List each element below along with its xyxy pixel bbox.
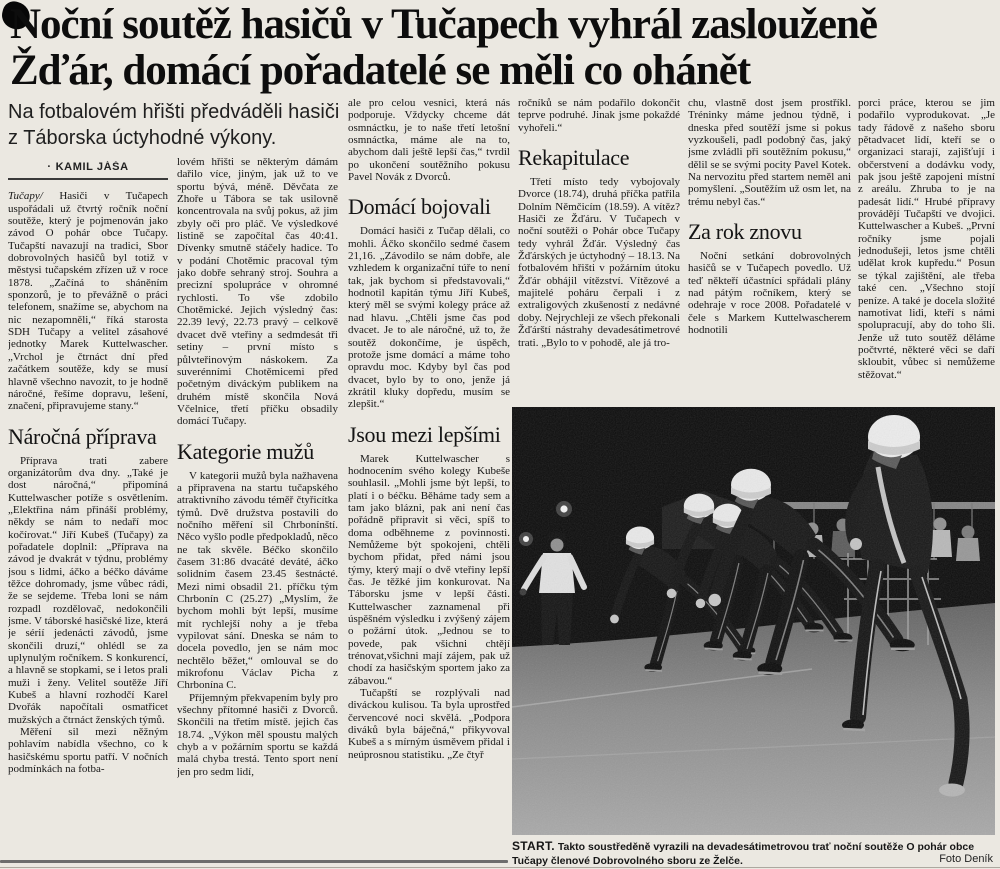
headline-line-2: Žďár, domácí pořadatelé se měli co ohánět [10, 47, 751, 94]
photo-credit: Foto Deník [939, 853, 993, 865]
paragraph: Tučapy/ Hasiči v Tučapech uspořádali už čtvrtý ročník noční soutěže, který je pojmenován jako závod O pohár obce Tučapy. Tučapští navazují na tradici, Sbor dobrovolných hasičů byl totiž v městysi tučapském zřízen už v roce 1878. „Začíná to sháněním sponzorů, je to převážně o práci telefonem, snažíme se, abychom na nic nezapomněli,“ říká starosta SDH Tučapy a velitel zásahové jednotky Marek Kuttelwascher. „Vrchol je čtrnáct dní před začátkem soutěže, kdy se musí hlavně všechno navozit, to je hodně náročné, řešíme dopravu, lešení, značení, připravujeme stany.“ [8, 190, 168, 413]
paragraph: Marek Kuttelwascher s hodnocením svého kolegy Kubeše souhlasil. „Mohli jsme být lepší, to platí i o béčku. Běháme tady sem a tam jako blázni, pak ani není čas pořádně připravit si věci, spíš to doma odběhneme z povinnosti. Nemůžeme být spokojeni, chtěli bychom přidat, před námi jsou týmy, který mají o dvě vteřiny lepší čas. Je těžké jim konkurovat. Na Táborsku jsme v lepší části. Kuttelwascher zaznamenal při úspěšném výsledku i zvýšený zájem o požární útok. „Jednou se to povede, pak všichni chtějí trénovat,všichni mají zájem, pak už chodí za hasičským sportem jako za zábavou.“ [348, 452, 510, 687]
column-3 [348, 97, 510, 860]
section-heading: Jsou mezi lepšími [348, 421, 501, 447]
paragraph: chu, vlastně dost jsem prostříkl. Tréninky máme jednou týdně, i dneska před soutěží jsme si pokus vyzkoušeli, padl podobný čas, jaký jsme zvládli při soutěžním pokusu,“ dělil se se svými pocity Pavel Kotek. Na nervozitu před startem neměl ani pomyšlení. „Soutěžím už osm let, na trému nebyl čas.“ [688, 97, 851, 208]
section-heading: Náročná příprava [8, 423, 157, 449]
section-heading: Rekapitulace [518, 145, 630, 171]
paragraph: Tučapští se rozplývali nad diváckou kulisou. Ta byla uprostřed červencové noci skvělá. „Podpora diváků byla báječná,“ přikyvoval Kubeš a s mírným úsměvem přidal i neúprosnou statistiku. „Ze čtyř [348, 687, 510, 761]
bottom-rule-columns [0, 860, 508, 863]
headline [10, 2, 998, 94]
paragraph: Měření sil mezi něžným pohlavím nabídla všechno, co k hasičskému sportu patří. V nočních podmínkách na fotba- [8, 726, 168, 776]
column-4 [518, 97, 680, 403]
paragraph: ročníků se nám podařilo dokončit teprve podruhé. Jinak jsme pokaždé vyhořeli.“ [518, 97, 680, 134]
section-heading: Kategorie mužů [177, 438, 314, 464]
subhead: Na fotbalovém hřišti předváděli hasiči z Táborska úctyhodné výkony. [8, 101, 340, 149]
news-photo [512, 407, 995, 835]
section-heading: Za rok znovu [688, 219, 802, 245]
paragraph: porci práce, kterou se jim podařilo vyprodukovat. „Je tady řádově z našeho sboru pětadvacet lidí, kteří se o organizaci starají, zajišťují i občerstvení a dodávku vody, pak jsou ještě zapojeni místní z areálu. Zhruba to je na padesát lidí.“ Hrubé přípravy provádějí Tučapští ve dvojici. Kuttelwascher a Kubeš. „První ročníky jsme pojali jednodušeji, letos jsme chtěli udělat krok kupředu.“ Posun se týkal zajištění, ale třeba také cen. „Všechno stojí peníze. A také je docela složité namotivat lidi, kteří s námi spolupracují, aby do toho šli. Jenže už tuto soutěž děláme počtvrté, některé věci se daří skloubit, vůbec si nemůžeme stěžovat.“ [858, 97, 995, 381]
caption-text: Takto soustředěně vyrazili na devadesátimetrovou trať noční soutěže O pohár obce Tučapy členové Dobrovolného sboru ze Želče. [512, 841, 975, 867]
caption-lead: START. [512, 839, 555, 853]
headline-line-1: Noční soutěž hasičů v Tučapech vyhrál zaslouženě [10, 1, 877, 48]
paragraph: Noční setkání dobrovolných hasičů se v Tučapech povedlo. Už teď někteří účastníci spřádali plány nad pátým ročníkem, který se odehraje v roce 2008. Pořadatelé v čele s Markem Kuttelwascherem hodnotili [688, 250, 851, 337]
section-heading: Domácí bojovali [348, 194, 491, 220]
column-1 [8, 161, 168, 860]
byline-name: KAMIL JÁŠA [55, 161, 129, 173]
dateline: Tučapy/ [8, 190, 43, 203]
byline-bullet: · [47, 161, 52, 173]
column-5 [688, 97, 851, 403]
paragraph: lovém hřišti se některým dámám dařilo více, jiným, jak už to ve sportu bývá, méně. Děvčata ze Zhoře u Tábora se tak usilovně koncentrovala na svůj pokus, až jim zbyly oči pro pláč. Ve výsledkové listině se započítal čas 40:41. Dívenky smutně stáčely hadice. To v podání Chotěmic pracoval tým jako dobře sehraný stroj. Souhra a precizní spolupráce v ohromné rychlosti. To vše zdobilo Chotěmické. Jejich výsledný čas: 22.39 levý, 22.73 pravý – celkově dvacet dvě vteřiny a sedmdesát tři setiny – první místo s půlvteřinovým náskokem. Za suverénními Chotěmicemi před početným diváckým publikem na druhém místě skončila Nová Včelnice, třetí příčku obsadily domácí Tučapy. [177, 156, 338, 428]
column-6 [858, 97, 995, 403]
photo-caption [512, 839, 995, 867]
paragraph: Domácí hasiči z Tučap dělali, co mohli. Áčko skončilo sedmé časem 21,16. „Závodilo se nám dobře, ale vzhledem k organizační túře to není tak, jak bychom si představovali,“ hodnotil kapitán týmu Jiří Kubeš, který měl se svými kolegy práce až nad hlavu. „Chtěli jsme čas pod dvacet. Je to ale náročné, už to, že soutěž dokončíme, je úspěch, protože jsme domácí a máme toho opravdu moc. Kdyby byl čas pod dvacet, bylo by to ono, jenže já zkrátil kluky dopředu, musím se zlepšit.“ [348, 225, 510, 411]
paragraph: ale pro celou vesnici, která nás podporuje. Vždycky chceme dát osmnáctku, je to naše třetí letošní osmnáctka, máme ale na to, abychom dali ještě lepší čas,“ tvrdil po ukončení soutěžního pokusu Pavel Novák z Dvorců. [348, 97, 510, 184]
paragraph: Třetí místo tedy vybojovaly Dvorce (18.74), druhá příčka patřila Dolním Němčicím (18.59). A vítěz? Hasiči ze Žďáru. V Tučapech v noční soutěži o Pohár obce Tučapy tedy vyhrál Žďár. Výsledný čas Žďárských je úctyhodný – 18.13. Na fotbalovém hřišti v požárním útoku Žďár obhájil vítězství. Vítězové a majitelé poháru čerpali i z extraligových zkušeností z nedávné doby. Nejrychleji ze všech překonali Žďárští nástrahy devadesátimetrové trati. „Bylo to v pohodě, ale já tro- [518, 176, 680, 349]
paragraph: Příprava trati zabere organizátorům dva dny. „Také je dost náročná,“ připomíná Kuttelwascher potíže s osvětlením. „Elektřina nám přináší problémy, někdy se nám to nedaří moc kočírovat.“ Jiří Kubeš (Tučapy) za pořadatele doplnil: „Příprava na závod je dvakrát v týdnu, problémy jsou s lidmi, áčko a béčko dáváme těžce dohromady, jsme vůbec rádi, že se sejdeme. Třeba loni se nám rozpadl rozdělovač, nedokončili jsme. V táborské hasičské lize, která je sérií jedenácti závodů, jsme skončili druzí,“ ohlédl se za uplynulým ročníkem. S konkurencí, a hlavně se stopkami, se i letos prali muži i ženy. Velitel soutěže Jiří Kubeš a hlavní rozhodčí Karel Dvořák napočítali osmatřicet mužských a čtrnáct ženských týmů. [8, 454, 168, 726]
photo-illustration [512, 407, 995, 835]
bottom-rule-full [0, 867, 1000, 869]
paragraph: Příjemným překvapením byly pro všechny přítomné hasiči z Dvorců. Skončili na třetím místě. jejich čas 18.74. „Výkon měl spoustu malých chyb a v požárním sportu se každá malá chyba trestá. Tento sport není jen pro sedm lidí, [177, 691, 338, 778]
paragraph: V kategorii mužů byla nažhavena a připravena na startu tučapského atraktivního závodu téměř čtyřicítka týmů. Dvě družstva postavili do nočního měření sil Chrbonínští. Něco vyšlo podle předpokladů, něco ne tak skvěle. Béčko skončilo časem 31:86 dvacáté deváté, áčko solidním časem 23.45 šestnácté. Mezi nimi obsadil 21. příčku tým Chrbonín C (25.27) „Myslím, že bychom mohli být lepší, musíme mít rychlejší nohy a je třeba vypilovat sání. Dneska se nám to docela povedlo, jen se nám moc nechtělo běžet,“ omlouval se do mikrofonu Václav Picha z Chrbonína C. [177, 469, 338, 692]
column-2 [177, 156, 338, 860]
byline [8, 161, 168, 180]
